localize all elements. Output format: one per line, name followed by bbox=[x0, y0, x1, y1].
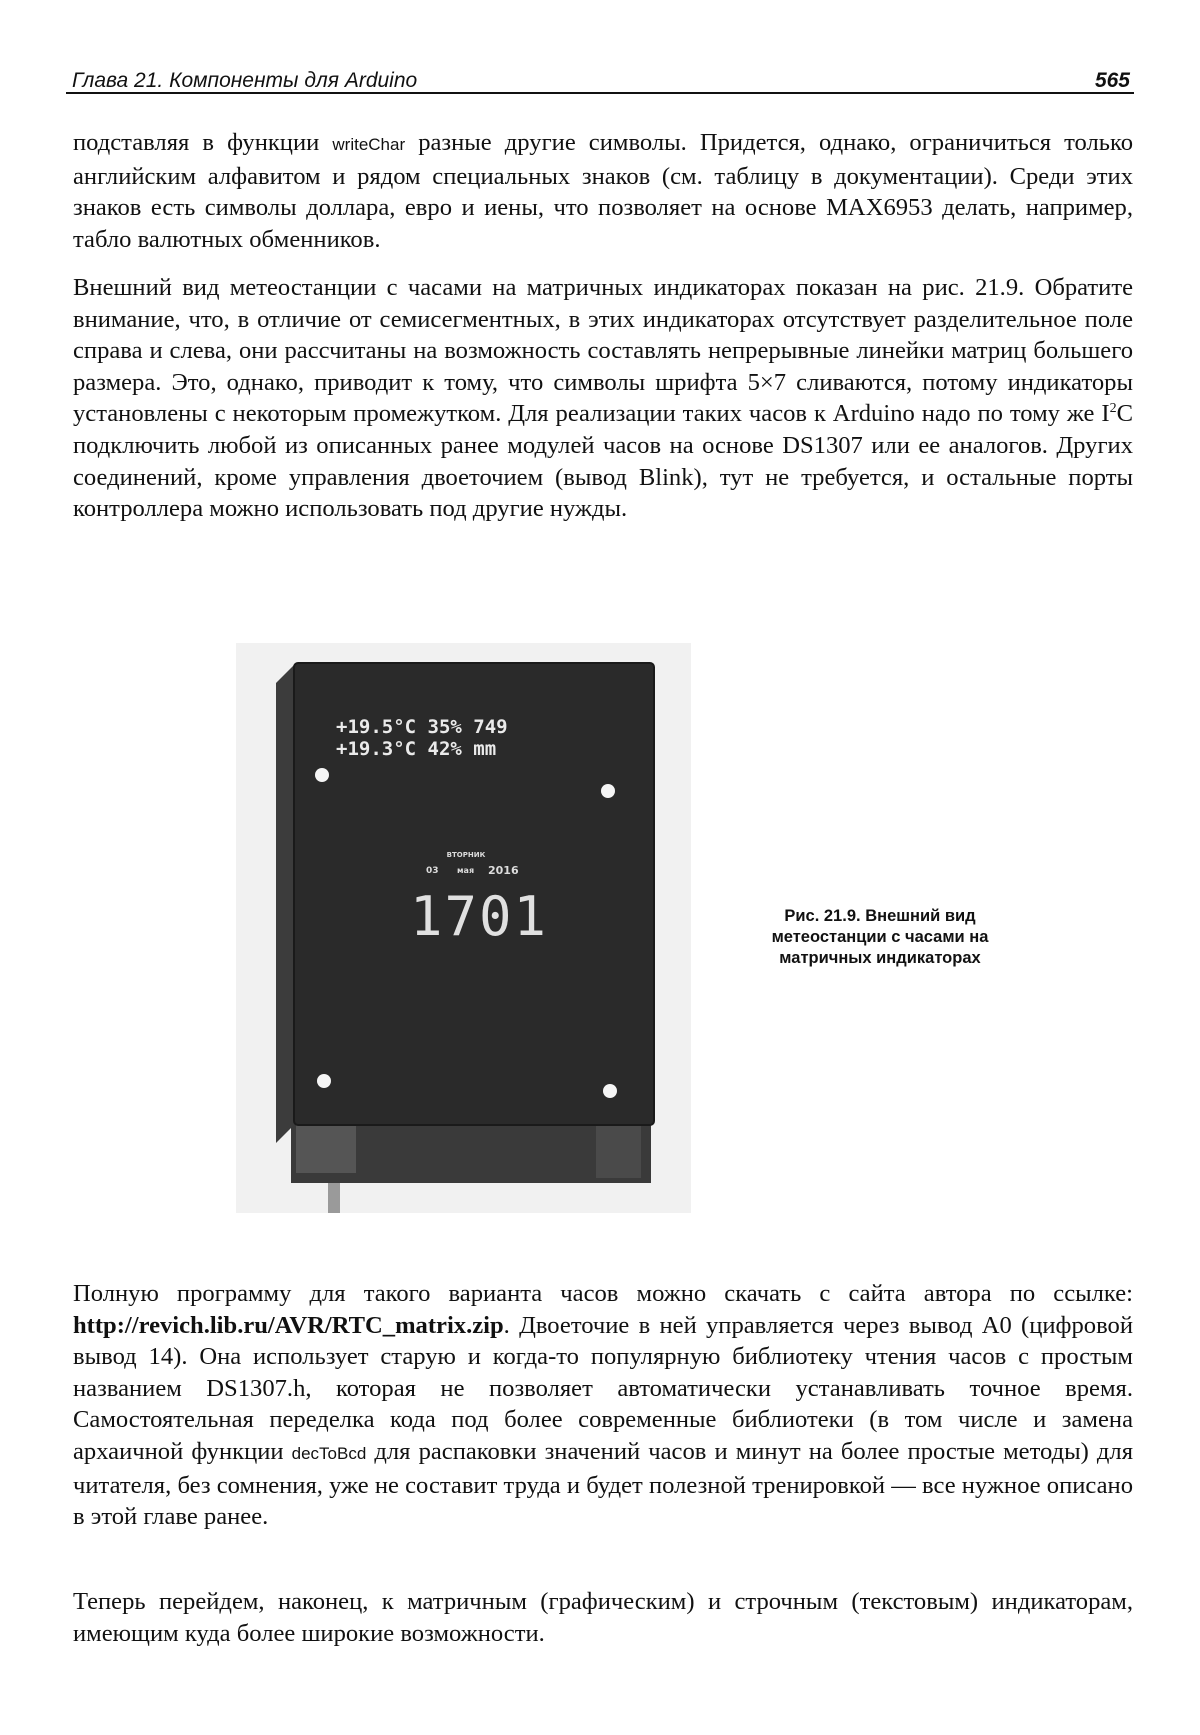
p1-text-b: разные другие символы. Придется, однако, ограничиться только английским алфавитом и рядом специальных знаков (см. таблицу в документации). Среди этих знаков есть символы доллара, евро и иены, что позволяет на основе MAX6953 делать, например, табло валютных обменников. bbox=[73, 129, 1134, 253]
code-dectobcd: decToBcd bbox=[291, 1443, 367, 1463]
paragraph-1 bbox=[73, 127, 1133, 255]
p2-superscript: 2 bbox=[1109, 401, 1117, 417]
p3-text-c: для распаковки значений часов и минут на более простые методы) для читателя, без сомнения, уже не составит труда и будет полезной тренировкой — все нужное описано в этой главе ранее. bbox=[73, 1437, 1134, 1531]
display-time: 1701 bbox=[410, 885, 549, 948]
chapter-title: Глава 21. Компоненты для Arduino bbox=[72, 69, 418, 92]
running-header bbox=[66, 64, 1134, 94]
screw-icon bbox=[317, 1074, 331, 1088]
screw-icon bbox=[601, 784, 615, 798]
paragraph-2 bbox=[73, 272, 1133, 525]
figure-photo bbox=[236, 643, 691, 1213]
display-date-year: 2016 bbox=[488, 864, 519, 877]
page-number: 565 bbox=[1094, 69, 1130, 92]
p3-text-a: Полную программу для такого варианта часов можно скачать с сайта автора по ссылке: bbox=[73, 1280, 1133, 1307]
figure-label: Рис. 21.9. bbox=[784, 907, 861, 925]
header-rule bbox=[66, 92, 1134, 94]
screw-icon bbox=[603, 1084, 617, 1098]
p4-text-a: Теперь перейдем, наконец, к матричным (графическим) и строчным (текстовым) индикаторам, имеющим куда более широкие возможности. bbox=[73, 1588, 1133, 1647]
download-link[interactable]: http://revich.lib.ru/AVR/RTC_matrix.zip bbox=[73, 1311, 504, 1339]
paragraph-3 bbox=[73, 1278, 1133, 1533]
display-date-month: мая bbox=[457, 866, 475, 875]
p2-text-b: C подключить любой из описанных ранее модулей часов на основе DS1307 или ее аналогов. Других соединений, кроме управления двоеточием (вывод Blink), тут не требуется, и остальные порты контроллера можно использовать под другие нужды. bbox=[73, 400, 1133, 523]
weather-station-photo bbox=[236, 643, 691, 1213]
display-line-1: +19.5°C 35% 749 bbox=[336, 716, 508, 738]
p1-text-a: подставляя в функции bbox=[73, 129, 333, 156]
display-date-day: 03 bbox=[426, 866, 439, 876]
p3-text-b: . Двоеточие в ней управляется через вывод A0 (цифровой вывод 14). Она использует старую и когда-то популярную библиотеку чтения часов с простым названием DS1307.h, которая не позволяет автоматически устанавливать точное время. Самостоятельная переделка кода под более современные библиотеки (в том числе и замена архаичной функции bbox=[73, 1311, 1133, 1465]
p2-text-a: Внешний вид метеостанции с часами на матричных индикаторах показан на рис. 21.9. Обратите внимание, что, в отличие от семисегментных, в этих индикаторах отсутствует разделительное поле справа и слева, они рассчитаны на возможность составлять непрерывные линейки матриц большего размера. Это, однако, приводит к тому, что символы шрифта 5×7 сливаются, потому индикаторы установлены с некоторым промежутком. Для реализации таких часов к Arduino надо по тому же I bbox=[73, 274, 1133, 428]
figure-caption-text: Внешний вид метеостанции с часами на матричных индикаторах bbox=[771, 907, 989, 967]
figure-caption bbox=[740, 906, 1020, 969]
display-day: ВТОРНИК bbox=[446, 851, 486, 859]
screw-icon bbox=[315, 768, 329, 782]
paragraph-4 bbox=[73, 1586, 1133, 1649]
code-writechar: writeChar bbox=[332, 135, 406, 154]
display-line-2: +19.3°C 42% mm bbox=[336, 738, 497, 760]
